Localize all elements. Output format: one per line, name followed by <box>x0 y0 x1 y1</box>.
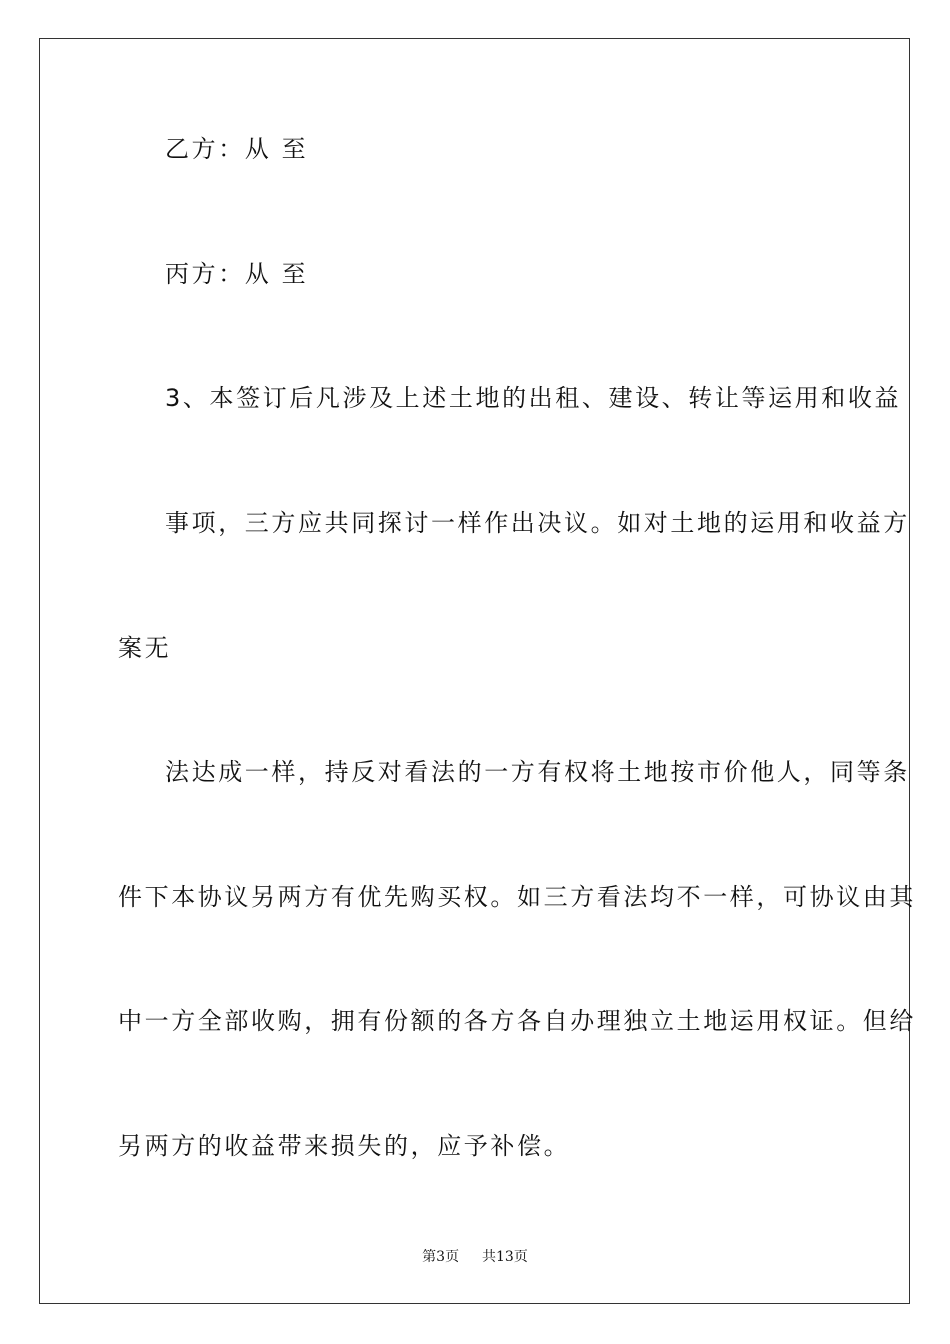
text-line-7: 件下本协议另两方有优先购买权。如三方看法均不一样，可协议由其 <box>118 883 916 911</box>
page-number: 第3页 <box>422 1249 460 1265</box>
text-line-2: 丙方：从 至 <box>165 260 309 288</box>
page-border <box>39 38 910 1304</box>
text-line-6: 法达成一样，持反对看法的一方有权将土地按市价他人，同等条 <box>165 758 910 786</box>
page-footer <box>0 1247 950 1267</box>
total-pages: 共13页 <box>482 1249 528 1265</box>
text-line-3: 3、本签订后凡涉及上述土地的出租、建设、转让等运用和收益 <box>165 384 902 412</box>
text-line-4: 事项，三方应共同探讨一样作出决议。如对土地的运用和收益方 <box>165 509 910 537</box>
text-line-9: 另两方的收益带来损失的，应予补偿。 <box>118 1132 571 1160</box>
text-line-5: 案无 <box>118 634 172 662</box>
text-line-8: 中一方全部收购，拥有份额的各方各自办理独立土地运用权证。但给 <box>118 1007 916 1035</box>
text-line-1: 乙方：从 至 <box>165 135 309 163</box>
